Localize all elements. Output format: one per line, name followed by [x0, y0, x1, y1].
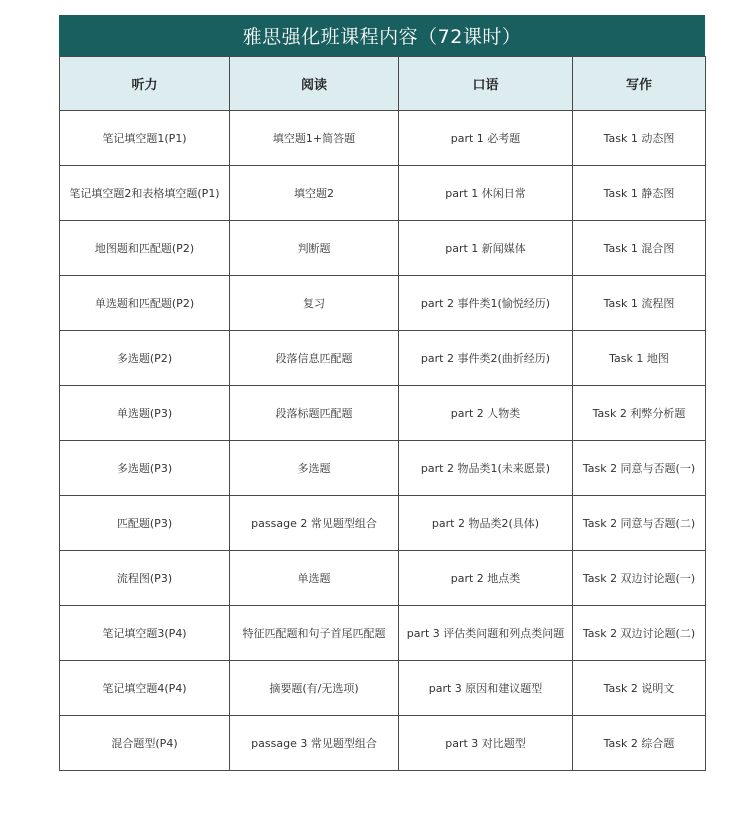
- cell-listening: 笔记填空题1(P1): [60, 111, 230, 166]
- cell-writing: Task 2 同意与否题(二): [573, 496, 706, 551]
- table-row: [60, 661, 706, 716]
- cell-speaking: part 1 休闲日常: [399, 166, 573, 221]
- cell-reading: 多选题: [230, 441, 399, 496]
- cell-writing: Task 2 利弊分析题: [573, 386, 706, 441]
- cell-writing: Task 1 混合图: [573, 221, 706, 276]
- course-table-sheet: [59, 15, 705, 771]
- cell-reading: 复习: [230, 276, 399, 331]
- cell-reading: 判断题: [230, 221, 399, 276]
- cell-writing: Task 1 地图: [573, 331, 706, 386]
- cell-reading: 特征匹配题和句子首尾匹配题: [230, 606, 399, 661]
- table-row: [60, 551, 706, 606]
- table-row: [60, 331, 706, 386]
- header-row: [60, 57, 706, 111]
- table-row: [60, 386, 706, 441]
- cell-reading: 填空题1+简答题: [230, 111, 399, 166]
- cell-listening: 笔记填空题2和表格填空题(P1): [60, 166, 230, 221]
- table-row: [60, 221, 706, 276]
- cell-writing: Task 2 双边讨论题(一): [573, 551, 706, 606]
- table-row: [60, 716, 706, 771]
- cell-listening: 匹配题(P3): [60, 496, 230, 551]
- header-listening: 听力: [60, 57, 230, 111]
- table-row: [60, 276, 706, 331]
- cell-listening: 笔记填空题4(P4): [60, 661, 230, 716]
- cell-writing: Task 2 综合题: [573, 716, 706, 771]
- cell-writing: Task 2 双边讨论题(二): [573, 606, 706, 661]
- cell-speaking: part 3 评估类问题和列点类问题: [399, 606, 573, 661]
- cell-reading: 摘要题(有/无选项): [230, 661, 399, 716]
- table-title: 雅思强化班课程内容（72课时）: [59, 15, 705, 56]
- cell-speaking: part 2 物品类2(具体): [399, 496, 573, 551]
- cell-listening: 多选题(P2): [60, 331, 230, 386]
- cell-listening: 流程图(P3): [60, 551, 230, 606]
- cell-listening: 地图题和匹配题(P2): [60, 221, 230, 276]
- cell-reading: 填空题2: [230, 166, 399, 221]
- table-row: [60, 606, 706, 661]
- cell-reading: 单选题: [230, 551, 399, 606]
- cell-writing: Task 2 说明文: [573, 661, 706, 716]
- cell-reading: 段落信息匹配题: [230, 331, 399, 386]
- cell-listening: 多选题(P3): [60, 441, 230, 496]
- cell-writing: Task 1 动态图: [573, 111, 706, 166]
- cell-writing: Task 1 流程图: [573, 276, 706, 331]
- cell-reading: 段落标题匹配题: [230, 386, 399, 441]
- cell-reading: passage 3 常见题型组合: [230, 716, 399, 771]
- table-row: [60, 441, 706, 496]
- cell-speaking: part 2 地点类: [399, 551, 573, 606]
- cell-speaking: part 2 人物类: [399, 386, 573, 441]
- cell-listening: 单选题(P3): [60, 386, 230, 441]
- table-row: [60, 111, 706, 166]
- cell-speaking: part 2 事件类1(愉悦经历): [399, 276, 573, 331]
- cell-writing: Task 1 静态图: [573, 166, 706, 221]
- cell-speaking: part 3 原因和建议题型: [399, 661, 573, 716]
- cell-speaking: part 2 物品类1(未来愿景): [399, 441, 573, 496]
- course-table: [59, 56, 706, 771]
- cell-writing: Task 2 同意与否题(一): [573, 441, 706, 496]
- header-speaking: 口语: [399, 57, 573, 111]
- cell-listening: 混合题型(P4): [60, 716, 230, 771]
- table-row: [60, 496, 706, 551]
- cell-speaking: part 2 事件类2(曲折经历): [399, 331, 573, 386]
- cell-listening: 笔记填空题3(P4): [60, 606, 230, 661]
- cell-listening: 单选题和匹配题(P2): [60, 276, 230, 331]
- cell-speaking: part 1 新闻媒体: [399, 221, 573, 276]
- cell-speaking: part 1 必考题: [399, 111, 573, 166]
- header-writing: 写作: [573, 57, 706, 111]
- cell-speaking: part 3 对比题型: [399, 716, 573, 771]
- header-reading: 阅读: [230, 57, 399, 111]
- table-row: [60, 166, 706, 221]
- cell-reading: passage 2 常见题型组合: [230, 496, 399, 551]
